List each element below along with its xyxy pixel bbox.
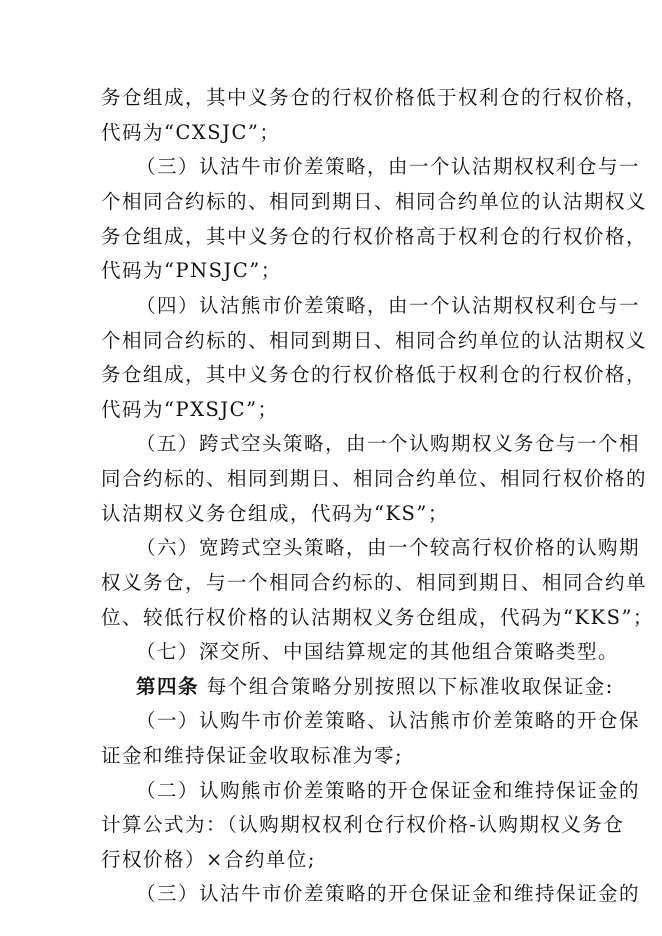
text-line: （四）认沽熊市价差策略，由一个认沽期权权利仓与一: [136, 294, 641, 317]
text-line: 务仓组成，其中义务仓的行权价格高于权利仓的行权价格，: [101, 225, 648, 248]
text-line: 同合约标的、相同到期日、相同合约单位、相同行权价格的: [101, 467, 648, 490]
article-text: 每个组合策略分别按照以下标准收取保证金:: [206, 675, 614, 698]
text-line: （六）宽跨式空头策略，由一个较高行权价格的认购期: [136, 536, 641, 559]
text-line: 行权价格）×合约单位;: [101, 848, 316, 871]
text-line: 位、较低行权价格的认沽期权义务仓组成，代码为“KKS”；: [101, 606, 654, 629]
text-line: 务仓组成，其中义务仓的行权价格低于权利仓的行权价格，: [101, 363, 648, 386]
text-line: 证金和维持保证金收取标准为零;: [101, 744, 404, 767]
text-line: （二）认购熊市价差策略的开仓保证金和维持保证金的: [136, 779, 641, 802]
article-line: [136, 669, 614, 705]
text-line: （七）深交所、中国结算规定的其他组合策略类型。: [136, 640, 620, 663]
text-line: （五）跨式空头策略，由一个认购期权义务仓与一个相: [136, 432, 641, 455]
text-line: （三）认沽牛市价差策略，由一个认沽期权权利仓与一: [136, 155, 641, 178]
text-line: 个相同合约标的、相同到期日、相同合约单位的认沽期权义: [101, 190, 648, 213]
text-line: 权义务仓，与一个相同合约标的、相同到期日、相同合约单: [101, 571, 648, 594]
text-line: 代码为“PNSJC”；: [101, 259, 282, 282]
text-line: （三）认沽牛市价差策略的开仓保证金和维持保证金的: [136, 882, 641, 905]
text-line: 代码为“CXSJC”；: [101, 121, 281, 144]
text-line: 代码为“PXSJC”；: [101, 398, 279, 421]
text-line: 务仓组成，其中义务仓的行权价格低于权利仓的行权价格，: [101, 86, 648, 109]
text-line: 个相同合约标的、相同到期日、相同合约单位的认沽期权义: [101, 329, 648, 352]
text-line: 计算公式为：（认购期权权利仓行权价格-认购期权义务仓: [101, 813, 625, 836]
text-line: （一）认购牛市价差策略、认沽熊市价差策略的开仓保: [136, 709, 641, 732]
article-number: 第四条: [136, 675, 200, 698]
text-line: 认沽期权义务仓组成，代码为“KS”；: [101, 502, 449, 525]
